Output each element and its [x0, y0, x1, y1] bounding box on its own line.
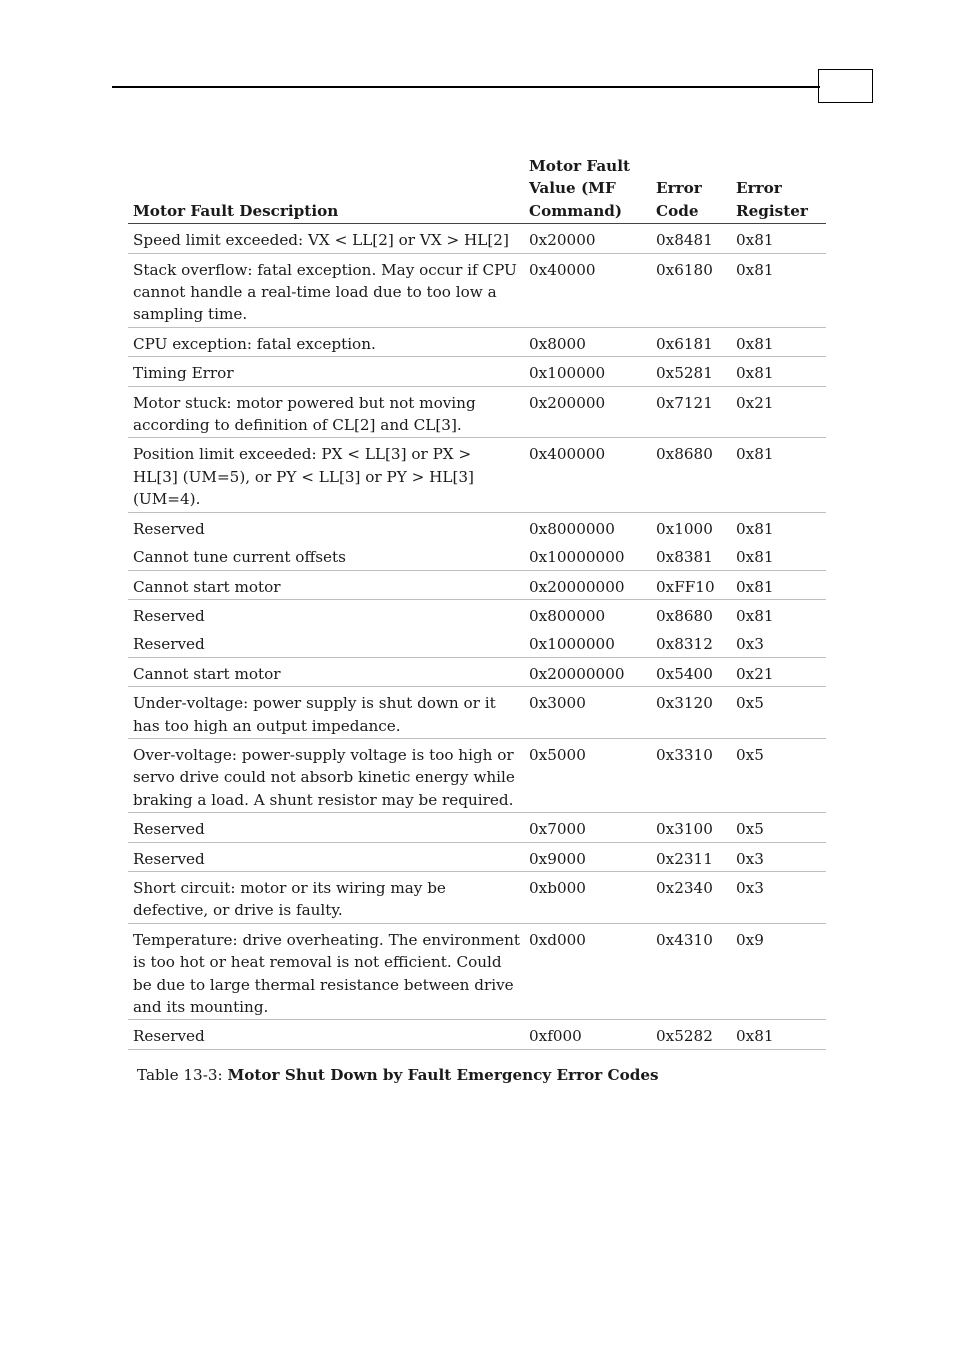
table-row	[128, 224, 826, 253]
cell-error-register: 0x9	[731, 923, 826, 1020]
table-row	[128, 327, 826, 356]
cell-fault-value: 0xf000	[524, 1020, 651, 1049]
table-row	[128, 386, 826, 438]
motor-fault-table	[128, 155, 826, 1050]
cell-error-code: 0x4310	[651, 923, 731, 1020]
cell-fault-value: 0x100000	[524, 357, 651, 386]
cell-fault-value: 0x10000000	[524, 541, 651, 570]
table-row	[128, 570, 826, 599]
cell-description: Cannot start motor	[128, 570, 524, 599]
cell-fault-value: 0x20000000	[524, 570, 651, 599]
cell-error-register: 0x81	[736, 519, 774, 538]
cell-error-code: 0x5281	[651, 357, 731, 386]
cell-error-code: 0x3100	[651, 813, 731, 842]
caption-prefix: Table 13-3:	[137, 1066, 228, 1084]
table-row	[128, 512, 826, 541]
caption-title: Motor Shut Down by Fault Emergency Error Codes	[227, 1066, 659, 1084]
cell-fault-value: 0x7000	[524, 813, 651, 842]
table-row	[128, 357, 826, 386]
cell-error-register: 0x81	[731, 224, 826, 253]
cell-description: Reserved	[128, 842, 524, 871]
cell-description: Over-voltage: power-supply voltage is too high or servo drive could not absorb kinetic energy while braking a load. A shunt resistor may be required.	[128, 738, 524, 812]
cell-fault-value: 0x200000	[524, 386, 651, 438]
cell-error-code: 0x5282	[651, 1020, 731, 1049]
table-header-row	[128, 155, 826, 224]
cell-error-register: 0x21	[731, 657, 826, 686]
cell-error-code: 0x7121	[651, 386, 731, 438]
cell-fault-value: 0x400000	[524, 438, 651, 512]
cell-description: Cannot start motor	[128, 657, 524, 686]
cell-error-register: 0x5	[731, 813, 826, 842]
cell-error-register: 0x81	[731, 541, 826, 570]
table-row	[128, 813, 826, 842]
table-row	[128, 687, 826, 739]
cell-description: Reserved	[133, 519, 205, 538]
cell-error-register: 0x81	[731, 570, 826, 599]
cell-error-register: 0x81	[731, 357, 826, 386]
cell-description: Under-voltage: power supply is shut down or it has too high an output impedance.	[128, 687, 524, 739]
cell-description: Motor stuck: motor powered but not moving according to definition of CL[2] and CL[3].	[128, 386, 524, 438]
cell-error-code: 0x8481	[651, 224, 731, 253]
cell-fault-value: 0xb000	[524, 871, 651, 923]
cell-error-code: 0x8680	[651, 438, 731, 512]
cell-description: Temperature: drive overheating. The environment is too hot or heat removal is not efficient. Could be due to large thermal resistance between drive and its mounting.	[128, 923, 524, 1020]
cell-description: Reserved	[128, 813, 524, 842]
cell-error-code: 0x8381	[651, 541, 731, 570]
cell-error-code: 0x2311	[651, 842, 731, 871]
table-row	[128, 599, 826, 628]
table-caption	[137, 1064, 659, 1086]
cell-error-register: 0x81	[736, 606, 774, 625]
cell-description: Timing Error	[128, 357, 524, 386]
cell-error-register: 0x3	[731, 628, 826, 657]
table-row	[128, 1020, 826, 1049]
cell-error-register: 0x21	[731, 386, 826, 438]
table-row	[128, 657, 826, 686]
cell-error-register: 0x81	[731, 1020, 826, 1049]
cell-error-register: 0x81	[731, 253, 826, 327]
cell-fault-value: 0xd000	[524, 923, 651, 1020]
cell-fault-value: 0x1000000	[524, 628, 651, 657]
cell-error-register: 0x5	[731, 687, 826, 739]
cell-description: Speed limit exceeded: VX < LL[2] or VX > HL[2]	[128, 224, 524, 253]
cell-error-register: 0x3	[731, 842, 826, 871]
header-fault-value: Motor Fault Value (MF Command)	[524, 155, 651, 224]
cell-error-code: 0x8680	[656, 606, 713, 625]
cell-fault-value: 0x8000000	[529, 519, 615, 538]
cell-error-code: 0xFF10	[651, 570, 731, 599]
cell-description: CPU exception: fatal exception.	[128, 327, 524, 356]
cell-fault-value: 0x5000	[524, 738, 651, 812]
fault-table-container	[128, 155, 826, 1050]
cell-description: Reserved	[128, 628, 524, 657]
cell-error-code: 0x2340	[651, 871, 731, 923]
cell-error-code: 0x1000	[656, 519, 713, 538]
cell-error-code: 0x3120	[651, 687, 731, 739]
table-row	[128, 541, 826, 570]
cell-description: Short circuit: motor or its wiring may be defective, or drive is faulty.	[128, 871, 524, 923]
cell-description: Position limit exceeded: PX < LL[3] or PX > HL[3] (UM=5), or PY < LL[3] or PY > HL[3] (UM=4).	[128, 438, 524, 512]
cell-error-register: 0x81	[731, 327, 826, 356]
cell-description: Reserved	[133, 606, 205, 625]
table-row	[128, 253, 826, 327]
header-description: Motor Fault Description	[128, 155, 524, 224]
header-error-register: Error Register	[731, 155, 826, 224]
header-error-code: Error Code	[651, 155, 731, 224]
cell-fault-value: 0x20000	[524, 224, 651, 253]
table-row	[128, 842, 826, 871]
cell-error-code: 0x5400	[651, 657, 731, 686]
cell-error-code: 0x3310	[651, 738, 731, 812]
table-row	[128, 628, 826, 657]
cell-fault-value: 0x3000	[524, 687, 651, 739]
table-body	[128, 224, 826, 1050]
cell-error-register: 0x5	[731, 738, 826, 812]
table-row	[128, 438, 826, 512]
cell-description: Cannot tune current offsets	[128, 541, 524, 570]
table-row	[128, 923, 826, 1020]
cell-fault-value: 0x20000000	[524, 657, 651, 686]
table-row	[128, 871, 826, 923]
cell-fault-value: 0x40000	[524, 253, 651, 327]
table-row	[128, 738, 826, 812]
cell-fault-value: 0x9000	[524, 842, 651, 871]
cell-error-register: 0x81	[731, 438, 826, 512]
cell-fault-value: 0x800000	[529, 606, 606, 625]
cell-error-code: 0x8312	[651, 628, 731, 657]
cell-error-code: 0x6180	[651, 253, 731, 327]
cell-error-register: 0x3	[731, 871, 826, 923]
cell-description: Stack overflow: fatal exception. May occur if CPU cannot handle a real-time load due to too low a sampling time.	[128, 253, 524, 327]
header-rule	[112, 86, 820, 88]
page-number-box	[818, 69, 873, 103]
cell-fault-value: 0x8000	[524, 327, 651, 356]
cell-description: Reserved	[128, 1020, 524, 1049]
cell-error-code: 0x6181	[651, 327, 731, 356]
